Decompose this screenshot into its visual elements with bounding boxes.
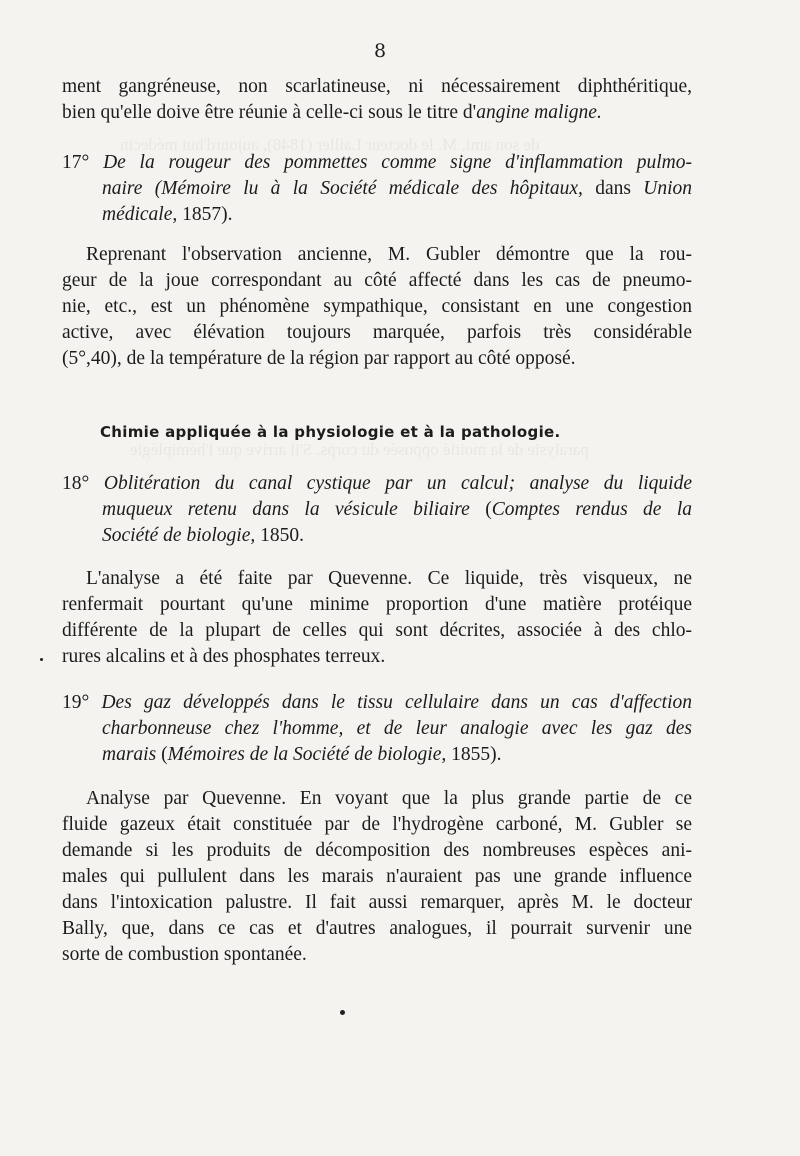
text-span: ( [469,499,492,520]
italic-text: naire ( [102,178,162,199]
paragraph-18-summary [62,566,692,670]
text-line: Analyse par Quevenne. En voyant que la plus grande partie de ce [86,788,692,809]
bibliography-item-19 [62,690,692,768]
text-line: (5°,40), de la température de la région par rapport au côté opposé. [62,348,576,369]
text-line [62,150,692,176]
italic-text: Mémoires de la Société de biologie, [167,744,447,765]
text-line [62,202,692,228]
text-line: ment gangréneuse, non scarlatineuse, ni nécessairement diphthéritique, [62,76,692,97]
item-title: De la rougeur des pommettes comme signe d'inflammation pulmo- [103,152,692,173]
text-line: renfermait pourtant qu'une minime proportion d'une matière protéique [62,594,692,615]
item-number: 19° [62,692,90,713]
item-title: Des gaz développés dans le tissu cellulaire dans un cas d'affection [101,692,693,713]
text-line: L'analyse a été faite par Quevenne. Ce liquide, très visqueux, ne [86,568,692,589]
text-line: charbonneuse chez l'homme, et de leur analogie avec les gaz des [102,718,692,739]
text-line: rures alcalins et à des phosphates terreux. [62,646,386,667]
paragraph-19-summary [62,786,692,968]
text-line: fluide gazeux était constituée par de l'hydrogène carboné, M. Gubler se [62,814,692,835]
text-line: sorte de combustion spontanée. [62,944,307,965]
paragraph-continuation [62,74,692,126]
text-line [62,100,692,126]
italic-text: médicale, [102,204,178,225]
text-span: 1857). [177,204,233,225]
text-line [62,690,692,716]
text-line [62,742,692,768]
text-span: 1850. [255,525,304,546]
page-number: 8 [373,40,387,62]
text-span: ( [156,744,168,765]
text-line: Reprenant l'observation ancienne, M. Gubler démontre que la rou- [86,244,692,265]
section-heading: Chimie appliquée à la physiologie et à la pathologie. [100,423,561,441]
italic-text: Mémoire lu à la Société médicale des hôpitaux, [161,178,583,199]
italic-text: Société de biologie, [102,525,256,546]
text-line [62,176,692,202]
bibliography-item-18 [62,471,692,549]
italic-text: muqueux retenu dans la vésicule biliaire [102,499,470,520]
italic-text: Comptes rendus de la [491,499,692,520]
text-span: dans [582,178,644,199]
ink-speck [340,1010,345,1015]
text-line [62,497,692,523]
italic-text: angine maligne. [476,102,602,123]
italic-text: marais [102,744,157,765]
text-line [62,523,692,549]
item-number: 17° [62,152,90,173]
text-line: différente de la plupart de celles qui sont décrites, associée à des chlo- [62,620,692,641]
text-span: bien qu'elle doive être réunie à celle-ci sous le titre d' [62,102,477,123]
paragraph-17-summary [62,242,692,372]
text-line: Bally, que, dans ce cas et d'autres analogues, il pourrait survenir une [62,918,692,939]
text-line: nie, etc., est un phénomène sympathique, consistant en une congestion [62,296,692,317]
text-line: active, avec élévation toujours marquée, parfois très considérable [62,322,692,343]
italic-text: Union [643,178,693,199]
text-line [62,471,692,497]
text-line: geur de la joue correspondant au côté affecté dans les cas de pneumo- [62,270,692,291]
bleed-through-text: de son ami, M. le docteur Lailler (1848), aujourd'hui médecin [120,135,540,154]
text-line: dans l'intoxication palustre. Il fait aussi remarquer, après M. le docteur [62,892,692,913]
text-span: 1855). [446,744,502,765]
text-line: males qui pullulent dans les marais n'auraient pas une grande influence [62,866,692,887]
ink-speck [40,658,43,661]
item-number: 18° [62,473,90,494]
item-title: Oblitération du canal cystique par un calcul; analyse du liquide [103,473,692,494]
text-line: demande si les produits de décomposition des nombreuses espèces ani- [62,840,692,861]
bleed-through-text: paralysie de la moitié opposée du corps. S'il arrive que l'hémiplégie [130,440,589,459]
bibliography-item-17 [62,150,692,228]
